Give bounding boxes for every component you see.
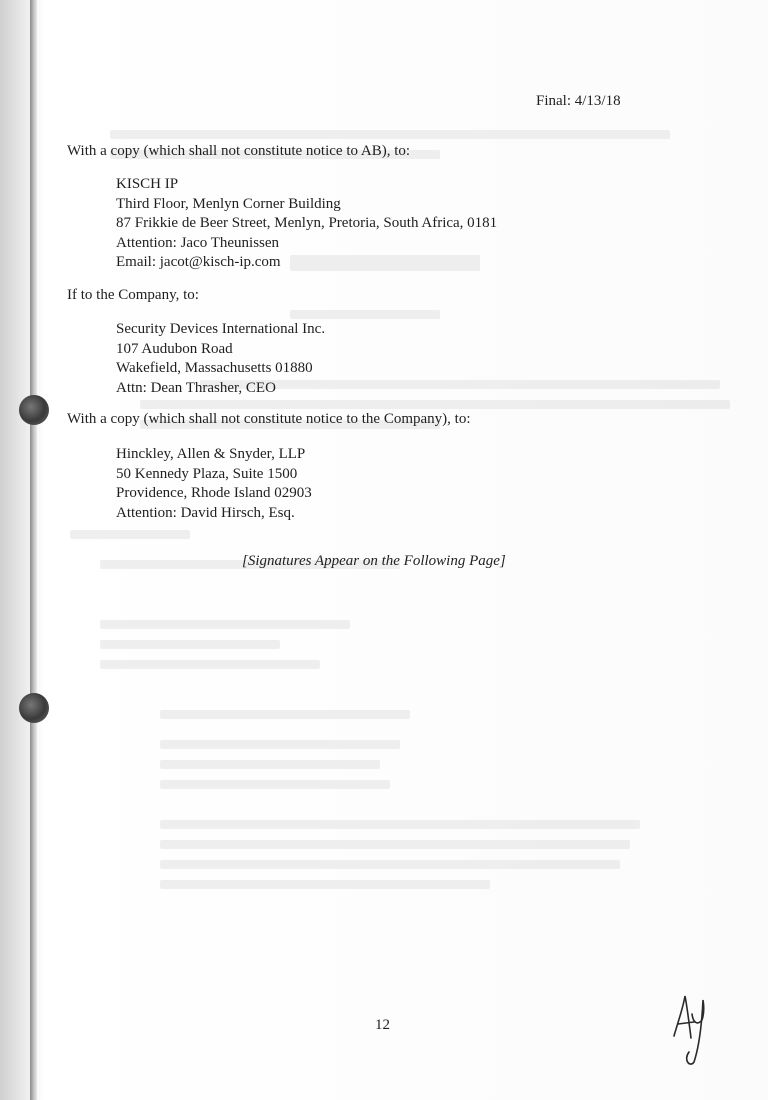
company-attention: Attn: Dean Thrasher, CEO bbox=[116, 379, 276, 396]
binding-edge bbox=[30, 0, 37, 1100]
company-address-block bbox=[116, 320, 325, 398]
page-number: 12 bbox=[375, 1017, 390, 1033]
kisch-attention: Attention: Jaco Theunissen bbox=[116, 234, 280, 251]
hinckley-firm-name: Hinckley, Allen & Snyder, LLP bbox=[116, 446, 306, 462]
copy-to-company-line: With a copy (which shall not constitute notice to the Company), to: bbox=[67, 411, 471, 427]
company-address-line: Wakefield, Massachusetts 01880 bbox=[116, 360, 313, 376]
handwritten-initials bbox=[664, 992, 712, 1068]
punch-hole-bottom bbox=[19, 693, 49, 723]
final-date-header: Final: 4/13/18 bbox=[536, 93, 621, 109]
company-address-line: 107 Audubon Road bbox=[116, 340, 233, 357]
copy-to-ab-line: With a copy (which shall not constitute notice to AB), to: bbox=[67, 143, 411, 159]
hinckley-address-line: 50 Kennedy Plaza, Suite 1500 bbox=[116, 465, 298, 482]
kisch-address-line: Third Floor, Menlyn Corner Building bbox=[116, 195, 341, 212]
signatures-note: [Signatures Appear on the Following Page] bbox=[242, 553, 506, 569]
hinckley-attention: Attention: David Hirsch, Esq. bbox=[116, 504, 295, 521]
punch-hole-top bbox=[19, 395, 49, 425]
hinckley-address-line: Providence, Rhode Island 02903 bbox=[116, 485, 312, 501]
if-to-company-line: If to the Company, to: bbox=[67, 287, 199, 303]
kisch-firm-name: KISCH IP bbox=[116, 176, 179, 192]
hinckley-address-block bbox=[116, 445, 312, 523]
company-name: Security Devices International Inc. bbox=[116, 321, 326, 337]
kisch-address-line: 87 Frikkie de Beer Street, Menlyn, Pretoria, South Africa, 0181 bbox=[116, 215, 498, 231]
kisch-address-block bbox=[116, 175, 497, 273]
kisch-email: Email: jacot@kisch-ip.com bbox=[116, 254, 281, 270]
